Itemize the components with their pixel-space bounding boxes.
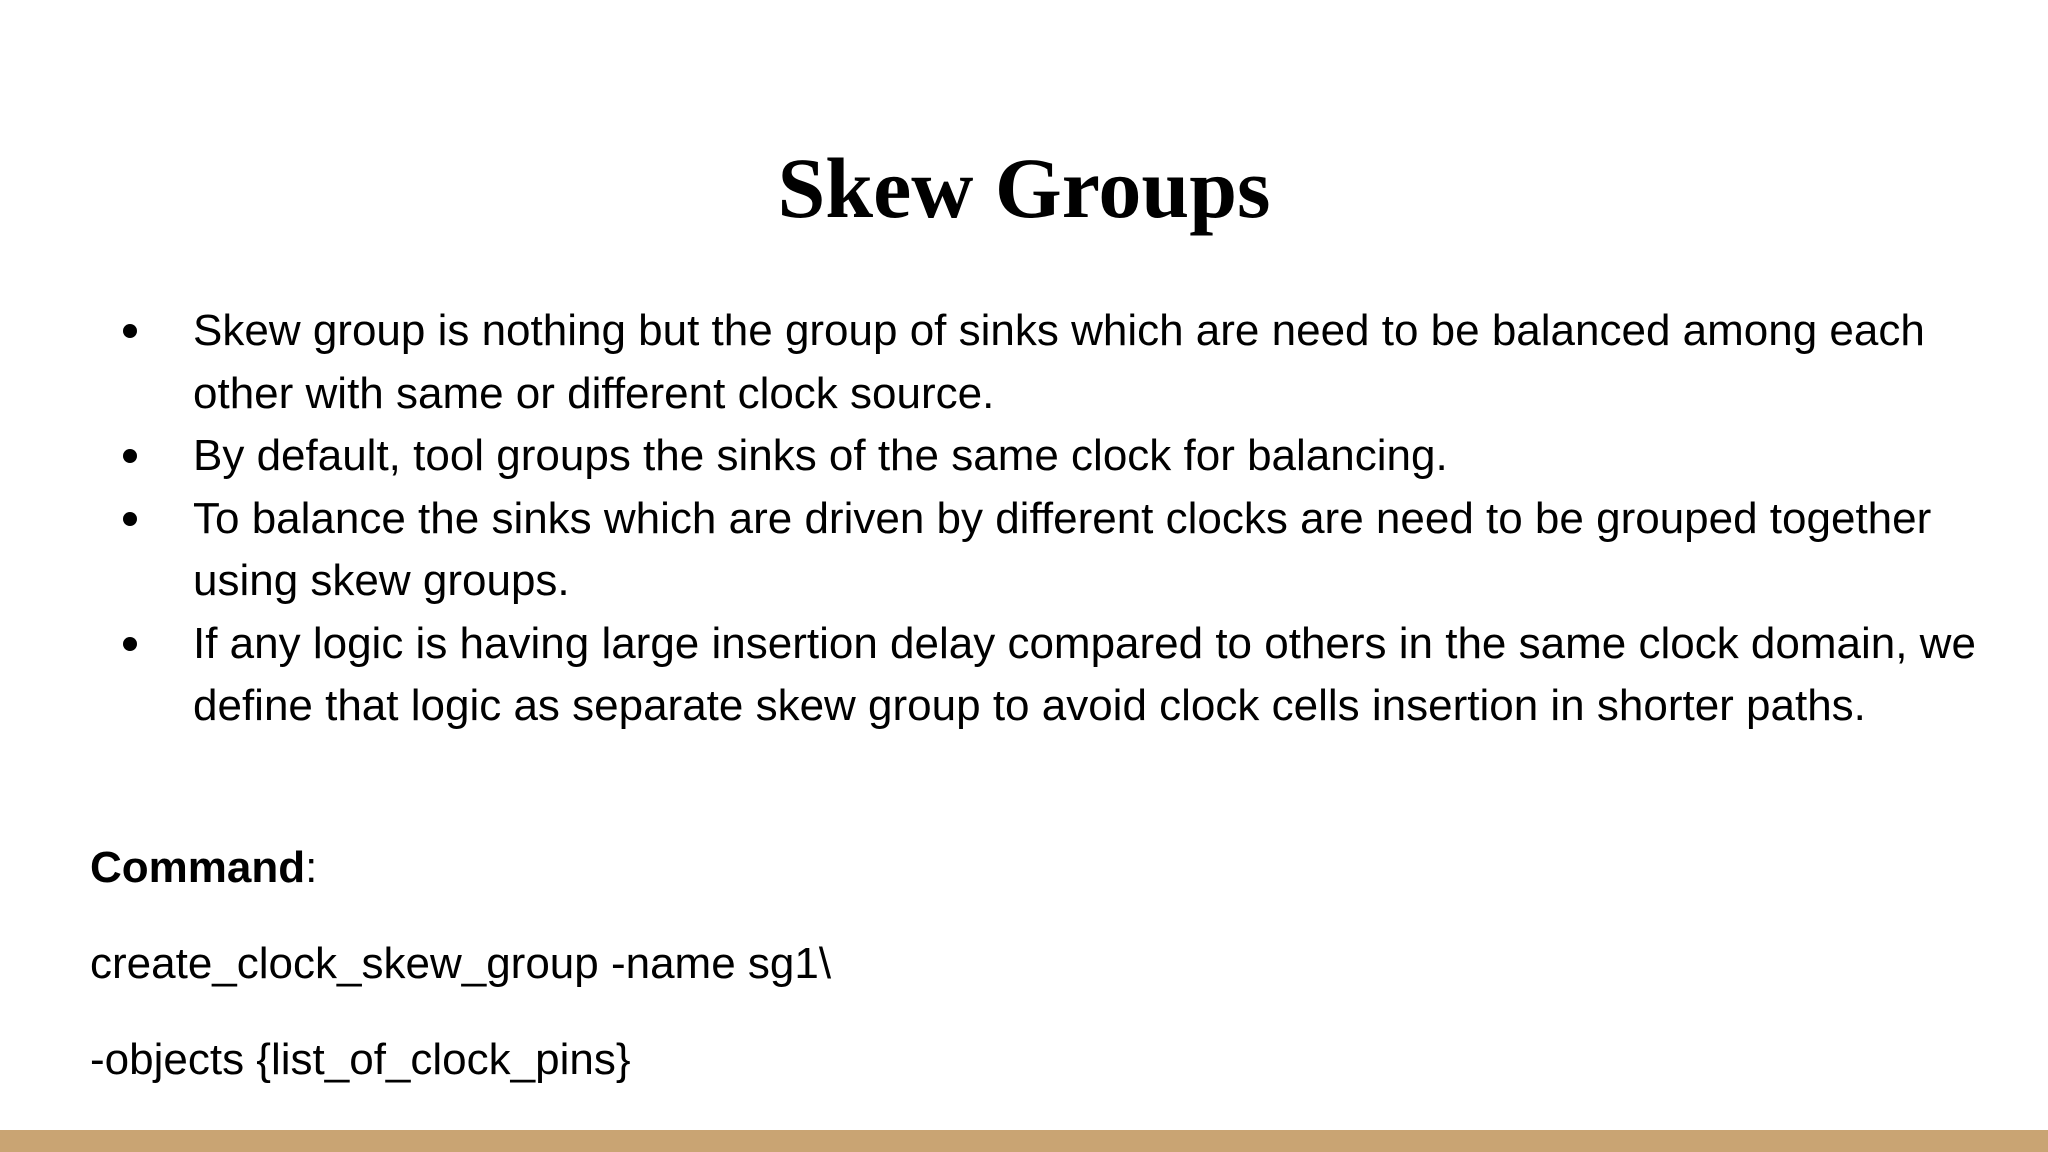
slide-title: Skew Groups xyxy=(777,140,1271,236)
bullet-icon xyxy=(123,449,137,463)
bullet-item xyxy=(90,300,1990,425)
bullet-text: Skew group is nothing but the group of sinks which are need to be balanced among each other with same or different clock source. xyxy=(193,306,1925,418)
command-line-1: create_clock_skew_group -name sg1\ xyxy=(90,939,832,988)
bullet-text: By default, tool groups the sinks of the same clock for balancing. xyxy=(193,431,1448,480)
bullet-text: If any logic is having large insertion delay compared to others in the same clock domain, we define that logic as separate skew group to avoid clock cells insertion in shorter paths. xyxy=(193,618,1976,730)
bullet-icon xyxy=(123,324,137,338)
bullet-text: To balance the sinks which are driven by different clocks are need to be grouped together using skew groups. xyxy=(193,493,1932,605)
footer-bar xyxy=(0,1130,2048,1152)
bullet-item xyxy=(90,425,1990,488)
command-colon: : xyxy=(305,843,318,892)
bullet-item xyxy=(90,613,1990,738)
command-label: Command xyxy=(90,843,306,892)
bullet-icon xyxy=(123,637,137,651)
bullet-item xyxy=(90,488,1990,613)
command-heading xyxy=(90,838,317,898)
bullet-list xyxy=(90,300,1990,738)
command-line-2: -objects {list_of_clock_pins} xyxy=(90,1035,631,1084)
bullet-icon xyxy=(123,512,137,526)
